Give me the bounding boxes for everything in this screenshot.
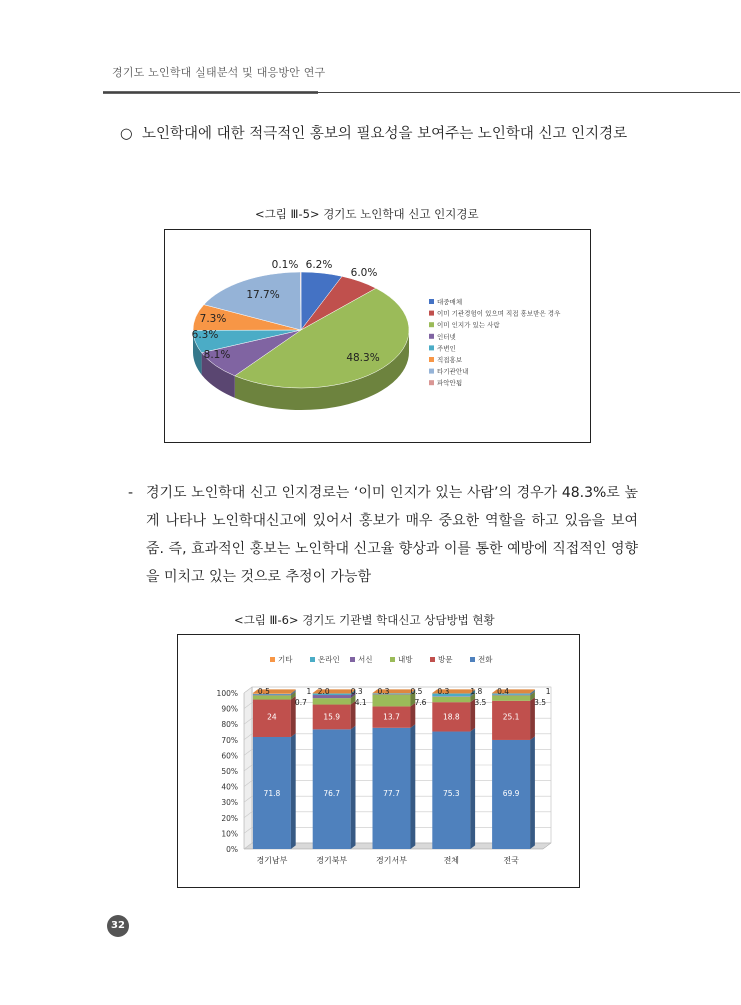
bar-xtick-2: 경기서부 [376, 856, 407, 865]
bar-label-2-1: 13.7 [383, 712, 400, 722]
figure1-caption: <그림 Ⅲ-5> 경기도 노인학대 신고 인지경로 [255, 207, 479, 221]
bar-legend-swatch-4 [430, 657, 435, 662]
bar-legend-swatch-0 [270, 657, 275, 662]
bar-side-4-0 [530, 736, 535, 849]
bar-label-1-2: 4.1 [354, 697, 367, 707]
bar-label-1-4: 0.3 [350, 686, 363, 696]
pie-label-7: 0.1% [271, 259, 299, 271]
page-number: 32 [107, 915, 129, 937]
running-header: 경기도 노인학대 실태분석 및 대응방안 연구 [112, 66, 326, 79]
bar-side-2-0 [411, 724, 416, 849]
figure2-caption: <그림 Ⅲ-6> 경기도 기관별 학대신고 상담방법 현황 [234, 613, 495, 627]
bar-label-2-2: 7.6 [414, 697, 427, 707]
bar-label-0-5: 1 [306, 686, 312, 696]
bar-label-1-0: 76.7 [323, 788, 341, 798]
bar-legend-label-3: 내방 [398, 655, 413, 664]
bar-label-3-3: 0.3 [437, 686, 450, 696]
bar-label-4-1: 25.1 [502, 712, 520, 722]
bar-legend-swatch-3 [390, 657, 395, 662]
pie-label-6: 17.7% [246, 289, 280, 301]
bar-label-1-3: 2.0 [317, 686, 330, 696]
bar-0-2 [253, 695, 291, 699]
pie-chart [165, 230, 590, 442]
pie-label-0: 6.2% [305, 259, 333, 271]
pie-legend-label-5: 직접홍보 [437, 356, 463, 364]
bar-label-1-1: 15.9 [323, 712, 341, 722]
bar-label-3-2: 3.5 [474, 697, 487, 707]
bar-legend-swatch-1 [310, 657, 315, 662]
paragraph-text: 경기도 노인학대 신고 인지경로는 ‘이미 인지가 있는 사람’의 경우가 48.3%로 높게 나타나 노인학대신고에 있어서 홍보가 매우 중요한 역할을 하고 있음을 보여줌. 즉, 효과적인 홍보는 노인학대 신고율 향상과 이를 통한 예방에 직접적인 영향을 미치고 있는 것으로 추정이 가능함 [146, 485, 638, 585]
section-text: 노인학대에 대한 적극적인 홍보의 필요성을 보여주는 노인학대 신고 인지경로 [142, 126, 628, 142]
pie-legend-swatch-0 [429, 299, 434, 304]
pie-legend-swatch-2 [429, 322, 434, 327]
pie-legend-label-3: 인터넷 [437, 332, 456, 341]
bar-ytick-0: 0% [226, 845, 238, 854]
bar-ytick-3: 30% [221, 798, 238, 808]
pie-label-3: 8.1% [203, 349, 231, 361]
pie-chart-frame [164, 229, 591, 443]
bar-label-2-4: 0.5 [410, 686, 423, 696]
bar-ytick-9: 90% [221, 704, 238, 714]
bar-ytick-7: 70% [221, 735, 238, 745]
dash-bullet: - [128, 485, 134, 501]
pie-legend-label-2: 이미 인지가 있는 사람 [437, 321, 500, 330]
bar-label-0-1: 24 [267, 712, 277, 722]
bar-label-0-3: 0.5 [257, 686, 270, 696]
bar-label-3-0: 75.3 [442, 788, 460, 798]
header-rule [103, 92, 740, 93]
bar-label-3-4: 1.8 [470, 686, 483, 696]
pie-legend-swatch-4 [429, 345, 434, 350]
bar-legend-label-4: 방문 [438, 655, 453, 664]
bar-xtick-3: 전체 [443, 856, 460, 865]
bar-side-3-0 [470, 728, 475, 849]
pie-legend-label-0: 대중매체 [437, 298, 463, 306]
bar-ytick-6: 60% [221, 751, 238, 761]
pie-label-4: 6.3% [191, 329, 219, 341]
pie-legend-swatch-5 [429, 357, 434, 362]
pie-label-1: 6.0% [350, 267, 378, 279]
bar-ytick-5: 50% [221, 767, 238, 776]
pie-legend-swatch-1 [429, 311, 434, 316]
bar-ytick-8: 80% [221, 720, 238, 730]
bar-legend-label-2: 서신 [358, 655, 373, 664]
bar-legend-label-0: 기타 [278, 655, 293, 664]
bar-xtick-4: 전국 [503, 856, 519, 865]
bar-legend-label-5: 전화 [478, 655, 493, 664]
pie-legend-swatch-7 [429, 380, 434, 385]
bar-4-2 [492, 695, 530, 700]
bar-ytick-4: 40% [221, 782, 238, 792]
bar-label-4-5: 1 [545, 686, 551, 696]
bar-xtick-1: 경기북부 [316, 856, 348, 865]
pie-label-5: 7.3% [199, 313, 227, 325]
section-bullet [120, 121, 640, 148]
bar-3-2 [432, 697, 470, 702]
pie-legend-label-6: 타기관안내 [437, 367, 469, 376]
bar-label-0-2: 0.7 [294, 697, 307, 707]
bar-ytick-1: 10% [221, 829, 238, 839]
pie-legend-label-1: 이미 기관경험이 있으며 직접 홍보받은 경우 [437, 309, 561, 318]
bar-label-2-3: 0.3 [377, 686, 390, 696]
bar-label-4-2: 3.5 [534, 697, 547, 707]
bar-ytick-10: 100% [216, 689, 238, 698]
bar-label-2-0: 77.7 [383, 788, 400, 798]
bar-legend-swatch-2 [350, 657, 355, 662]
bar-ytick-2: 20% [221, 813, 238, 823]
bar-label-0-0: 71.8 [263, 788, 281, 798]
bar-legend-swatch-5 [470, 657, 475, 662]
bar-chart [178, 635, 579, 887]
pie-legend-label-4: 주변인 [437, 344, 456, 353]
bar-label-4-3: 0.4 [497, 686, 510, 696]
bar-label-4-0: 69.9 [502, 788, 520, 798]
pie-legend-label-7: 파악안됨 [437, 379, 463, 388]
pie-label-2: 48.3% [346, 352, 380, 364]
bar-chart-frame [177, 634, 580, 888]
pie-legend-swatch-3 [429, 334, 434, 339]
bar-side-0-0 [291, 733, 296, 849]
body-paragraph [128, 479, 638, 591]
bar-side-1-0 [351, 726, 356, 849]
bar-xtick-0: 경기남부 [256, 856, 288, 865]
pie-legend-swatch-6 [429, 369, 434, 374]
circle-bullet-icon: ○ [120, 126, 133, 142]
bar-label-3-1: 18.8 [442, 712, 460, 722]
bar-2-2 [373, 695, 411, 707]
bar-legend-label-1: 온라인 [318, 655, 340, 664]
bar-1-2 [313, 698, 351, 704]
